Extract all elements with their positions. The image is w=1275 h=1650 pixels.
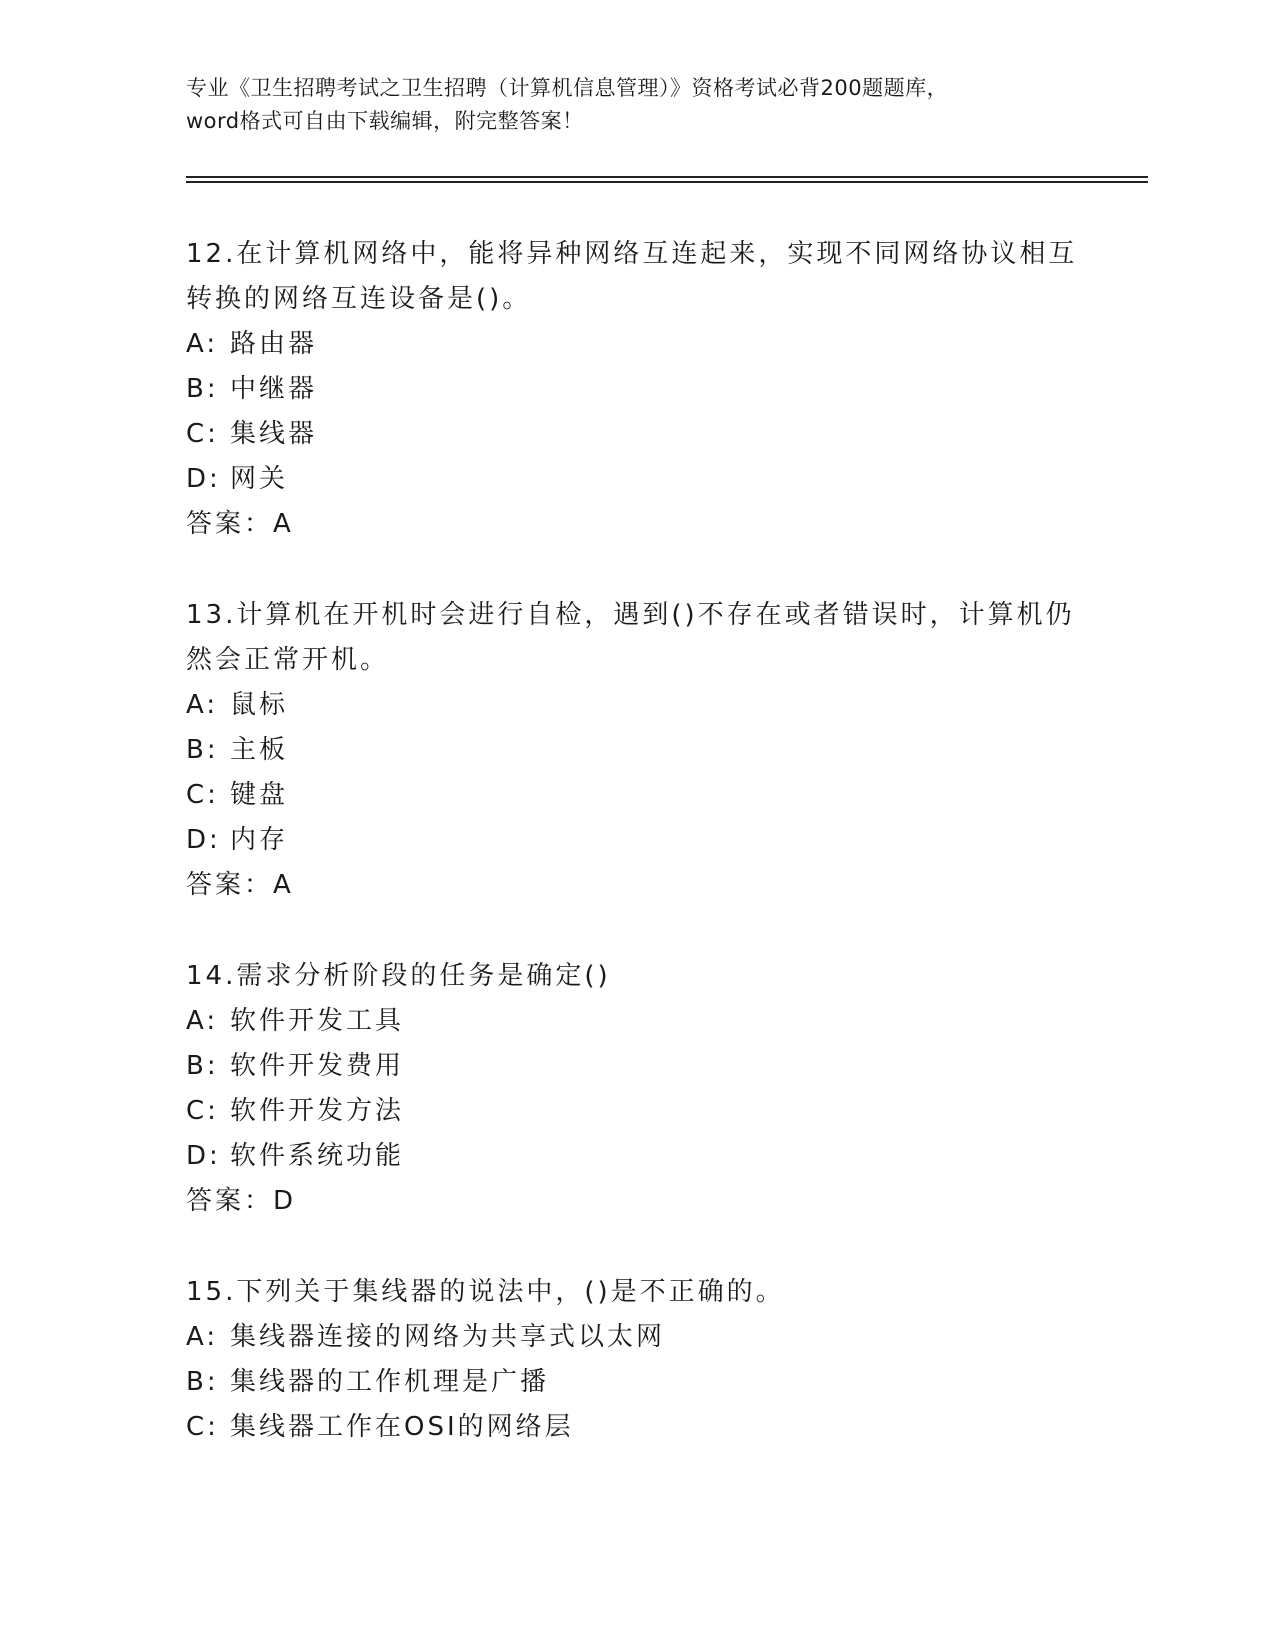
- header-divider-bottom: [186, 181, 1148, 183]
- option-letter: A:: [186, 1006, 219, 1036]
- option-a: [186, 1315, 1086, 1360]
- option-c: [186, 773, 1086, 818]
- option-letter: B:: [186, 735, 219, 765]
- option-text: 软件开发方法: [230, 1096, 405, 1126]
- option-text: 软件开发费用: [230, 1051, 405, 1081]
- option-letter: B:: [186, 374, 219, 404]
- option-text: 集线器的工作机理是广播: [230, 1367, 550, 1397]
- option-text: 软件系统功能: [230, 1141, 405, 1171]
- option-d: [186, 818, 1086, 863]
- option-b: [186, 1360, 1086, 1405]
- document-header: [186, 72, 1066, 138]
- option-text: 软件开发工具: [230, 1006, 405, 1036]
- option-letter: D:: [186, 1141, 221, 1171]
- option-c: [186, 1405, 1086, 1450]
- header-line-1: 专业《卫生招聘考试之卫生招聘（计算机信息管理）》资格考试必背200题题库，: [186, 76, 949, 100]
- question-15: [186, 1270, 1086, 1450]
- question-list: [186, 232, 1086, 1496]
- option-letter: D:: [186, 825, 221, 855]
- option-text: 中继器: [230, 374, 318, 404]
- option-d: [186, 1134, 1086, 1179]
- option-text: 集线器连接的网络为共享式以太网: [230, 1322, 666, 1352]
- question-14: [186, 954, 1086, 1224]
- option-letter: C:: [186, 1096, 219, 1126]
- answer-line: 答案：A: [186, 509, 294, 539]
- question-stem: 14.需求分析阶段的任务是确定(): [186, 961, 611, 991]
- option-letter: A:: [186, 329, 219, 359]
- question-13: [186, 593, 1086, 908]
- question-stem: 13.计算机在开机时会进行自检，遇到()不存在或者错误时，计算机仍: [186, 600, 1075, 630]
- option-letter: B:: [186, 1051, 219, 1081]
- question-12: [186, 232, 1086, 547]
- question-stem: 然会正常开机。: [186, 645, 390, 675]
- option-letter: C:: [186, 780, 219, 810]
- option-text: 主板: [230, 735, 289, 765]
- option-a: [186, 322, 1086, 367]
- option-letter: C:: [186, 419, 219, 449]
- question-stem: 15.下列关于集线器的说法中，()是不正确的。: [186, 1277, 785, 1307]
- header-divider-top: [186, 176, 1148, 178]
- answer-line: 答案：A: [186, 870, 294, 900]
- option-b: [186, 1044, 1086, 1089]
- option-text: 集线器: [230, 419, 318, 449]
- option-letter: C:: [186, 1412, 219, 1442]
- question-stem: 转换的网络互连设备是()。: [186, 284, 532, 314]
- option-text: 集线器工作在OSI的网络层: [230, 1412, 574, 1442]
- option-c: [186, 1089, 1086, 1134]
- option-letter: D:: [186, 464, 221, 494]
- option-text: 鼠标: [230, 690, 289, 720]
- option-a: [186, 683, 1086, 728]
- option-letter: B:: [186, 1367, 219, 1397]
- option-b: [186, 367, 1086, 412]
- option-text: 内存: [230, 825, 289, 855]
- question-stem: 12.在计算机网络中，能将异种网络互连起来，实现不同网络协议相互: [186, 239, 1078, 269]
- option-text: 路由器: [230, 329, 318, 359]
- answer-line: 答案：D: [186, 1186, 297, 1216]
- option-letter: A:: [186, 1322, 219, 1352]
- option-text: 键盘: [230, 780, 289, 810]
- option-letter: A:: [186, 690, 219, 720]
- option-text: 网关: [230, 464, 289, 494]
- option-b: [186, 728, 1086, 773]
- header-line-2: word格式可自由下载编辑，附完整答案！: [186, 109, 584, 133]
- option-d: [186, 457, 1086, 502]
- option-c: [186, 412, 1086, 457]
- option-a: [186, 999, 1086, 1044]
